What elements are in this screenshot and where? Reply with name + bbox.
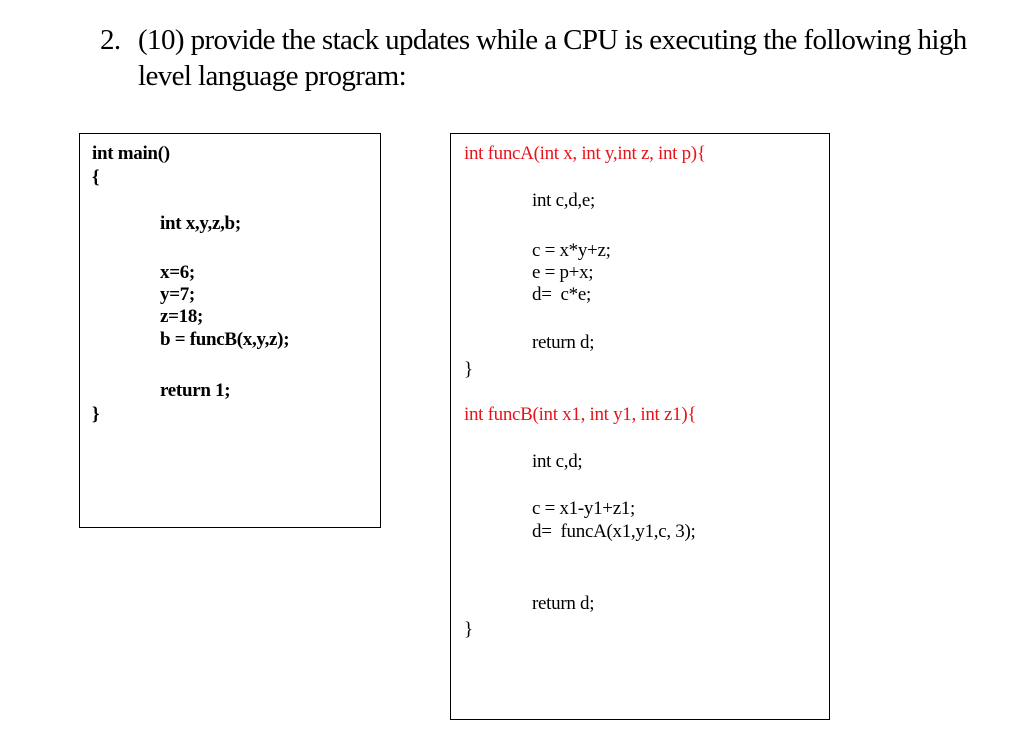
funca-return: return d; [532, 332, 595, 353]
functions-box [450, 133, 830, 720]
main-close-brace: } [92, 404, 100, 425]
main-assign-x: x=6; [160, 262, 195, 283]
funca-signature: int funcA(int x, int y,int z, int p){ [464, 143, 706, 164]
question-line-2: level language program: [138, 60, 407, 92]
funca-declaration: int c,d,e; [532, 190, 595, 211]
question-number: 2. [100, 24, 121, 56]
question-line-1 [100, 22, 980, 58]
main-return: return 1; [160, 380, 231, 401]
funca-close-brace: } [464, 359, 473, 380]
question-text [100, 22, 980, 94]
main-signature: int main() [92, 143, 170, 164]
question-line-1-text: (10) provide the stack updates while a CPU is executing the following high [138, 24, 967, 56]
funcb-signature: int funcB(int x1, int y1, int z1){ [464, 404, 697, 425]
funca-line-c: c = x*y+z; [532, 240, 611, 261]
main-assign-y: y=7; [160, 284, 195, 305]
funcb-declaration: int c,d; [532, 451, 583, 472]
main-open-brace: { [92, 167, 100, 188]
main-call-funcb: b = funcB(x,y,z); [160, 329, 290, 350]
funca-line-e: e = p+x; [532, 262, 594, 283]
funcb-close-brace: } [464, 619, 473, 640]
main-assign-z: z=18; [160, 306, 204, 327]
main-declaration: int x,y,z,b; [160, 213, 241, 234]
funca-line-d: d= c*e; [532, 284, 591, 305]
funcb-line-d: d= funcA(x1,y1,c, 3); [532, 521, 696, 542]
funcb-line-c: c = x1-y1+z1; [532, 498, 636, 519]
funcb-return: return d; [532, 593, 595, 614]
